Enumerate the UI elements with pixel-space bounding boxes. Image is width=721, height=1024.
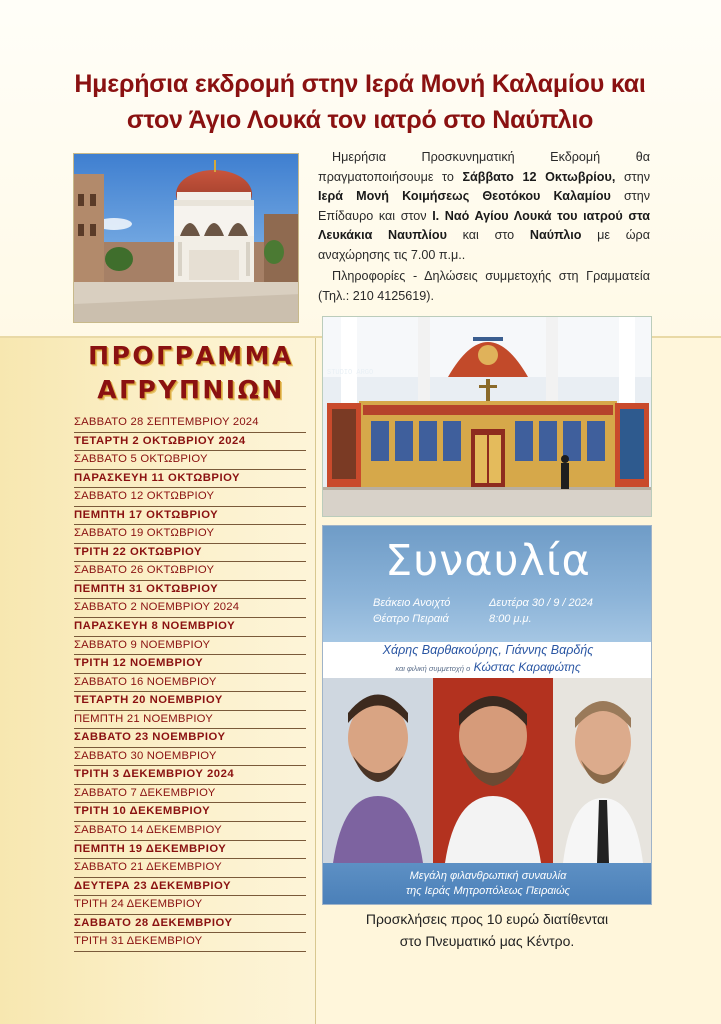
venue-line-2: Θέατρο Πειραιά [373,613,449,625]
schedule-item: ΣΑΒΒΑΤΟ 14 ΔΕΚΕΜΒΡΙΟΥ [74,822,306,841]
poster-date: Δευτέρα 30 / 9 / 2024 [489,597,594,609]
schedule-item: ΣΑΒΒΑΤΟ 19 ΟΚΤΩΒΡΙΟΥ [74,525,306,544]
invite-line-2: στο Πνευματικό μας Κέντρο. [399,933,575,949]
trip-text-2: στην [615,169,650,184]
schedule-item: ΤΡΙΤΗ 24 ΔΕΚΕΜΒΡΙΟΥ [74,896,306,915]
schedule-item: ΣΑΒΒΑΤΟ 5 ΟΚΤΩΒΡΙΟΥ [74,451,306,470]
trip-text-5: με ώρα αναχώρησης τις 7.00 π.μ.. [318,228,650,262]
trip-text-3: στην Επίδαυρο και στον [318,189,650,223]
trip-paragraph [318,148,650,265]
poster-footer [323,863,652,905]
schedule-item: ΣΑΒΒΑΤΟ 2 ΝΟΕΜΒΡΙΟΥ 2024 [74,599,306,618]
poster-venue [373,595,450,627]
schedule-item: ΣΑΒΒΑΤΟ 9 ΝΟΕΜΒΡΙΟΥ [74,637,306,656]
poster-artists: Χάρης Βαρθακούρης, Γιάννης Βαρδής [382,643,594,657]
venue-line-1: Βεάκειο Ανοιχτό [373,597,451,609]
church-interior-photo [322,316,652,517]
monastery-photo [73,153,299,323]
trip-date: Σάββατο 12 Οκτωβρίου, [462,169,616,184]
trip-town: Ναύπλιο [529,228,582,242]
trip-monastery: Ιερά Μονή Κοιμήσεως Θεοτόκου Καλαμίου [318,189,611,203]
schedule-item: ΠΕΜΠΤΗ 19 ΔΕΚΕΜΒΡΙΟΥ [74,841,306,860]
schedule-item: ΠΑΡΑΣΚΕΥΗ 8 ΝΟΕΜΒΡΙΟΥ [74,618,306,637]
schedule-item: ΤΕΤΑΡΤΗ 20 ΝΟΕΜΒΡΙΟΥ [74,692,306,711]
iconostasis-illustration [323,317,652,517]
footer-line-2: της Ιεράς Μητροπόλεως Πειραιώς [405,885,571,897]
schedule-item: ΠΕΜΠΤΗ 21 ΝΟΕΜΒΡΙΟΥ [74,711,306,730]
poster-title: Συναυλία [385,536,591,586]
schedule-item: ΣΑΒΒΑΤΟ 23 ΝΟΕΜΒΡΙΟΥ [74,729,306,748]
photo-watermark: STUDIO ARGO [327,369,374,377]
concert-poster [322,525,652,905]
program-title-line-1: ΠΡΟΓΡΑΜΜΑ [88,341,294,370]
vigil-schedule-list [74,414,306,952]
trip-text-4: και στο [446,228,530,242]
invite-line-1: Προσκλήσεις προς 10 ευρώ διατίθενται [365,911,609,927]
schedule-item: ΠΑΡΑΣΚΕΥΗ 11 ΟΚΤΩΒΡΙΟΥ [74,470,306,489]
schedule-item: ΠΕΜΠΤΗ 31 ΟΚΤΩΒΡΙΟΥ [74,581,306,600]
schedule-item: ΤΡΙΤΗ 31 ΔΕΚΕΜΒΡΙΟΥ [74,933,306,952]
page-title [60,66,660,138]
schedule-item: ΤΕΤΑΡΤΗ 2 ΟΚΤΩΒΡΙΟΥ 2024 [74,433,306,452]
footer-line-1: Μεγάλη φιλανθρωπική συναυλία [409,870,567,882]
schedule-item: ΤΡΙΤΗ 10 ΔΕΚΕΜΒΡΙΟΥ [74,803,306,822]
schedule-item: ΣΑΒΒΑΤΟ 21 ΔΕΚΕΜΒΡΙΟΥ [74,859,306,878]
poster-time: 8:00 μ.μ. [489,613,532,625]
program-title [74,341,308,409]
schedule-item: ΣΑΒΒΑΤΟ 26 ΟΚΤΩΒΡΙΟΥ [74,562,306,581]
schedule-item: ΣΑΒΒΑΤΟ 30 ΝΟΕΜΒΡΙΟΥ [74,748,306,767]
program-title-line-2: ΑΓΡΥΠΝΙΩΝ [97,375,285,404]
guest-prefix: και φιλική συμμετοχή ο [395,664,471,673]
invitation-note [322,908,652,952]
poster-guest [323,660,652,674]
artists-photos [323,678,652,863]
guest-name: Κώστας Καραφώτης [473,660,581,674]
schedule-item: ΣΑΒΒΑΤΟ 28 ΔΕΚΕΜΒΡΙΟΥ [74,915,306,934]
schedule-item: ΠΕΜΠΤΗ 17 ΟΚΤΩΒΡΙΟΥ [74,507,306,526]
trip-church: Ι. Ναό Αγίου Λουκά του ιατρού στα Λευκάκια Ναυπλίου [318,208,650,242]
trip-info: Πληροφορίες - Δηλώσεις συμμετοχής στη Γραμματεία (Τηλ.: 210 4125619). [318,269,650,303]
schedule-item: ΤΡΙΤΗ 22 ΟΚΤΩΒΡΙΟΥ [74,544,306,563]
title-line-1: Ημερήσια εκδρομή στην Ιερά Μονή Καλαμίου και [74,70,646,98]
trip-description [318,148,650,306]
schedule-item: ΣΑΒΒΑΤΟ 16 ΝΟΕΜΒΡΙΟΥ [74,674,306,693]
title-line-2: στον Άγιο Λουκά τον ιατρό στο Ναύπλιο [126,106,594,134]
schedule-item: ΔΕΥΤΕΡΑ 23 ΔΕΚΕΜΒΡΙΟΥ [74,878,306,897]
schedule-item: ΤΡΙΤΗ 3 ΔΕΚΕΜΒΡΙΟΥ 2024 [74,766,306,785]
poster-datetime [489,595,593,627]
trip-text-1: Ημερήσια Προσκυνηματική Εκδρομή θα πραγματοποιήσουμε το [318,150,650,184]
schedule-item: ΣΑΒΒΑΤΟ 12 ΟΚΤΩΒΡΙΟΥ [74,488,306,507]
schedule-item: ΤΡΙΤΗ 12 ΝΟΕΜΒΡΙΟΥ [74,655,306,674]
monastery-illustration [74,154,299,323]
schedule-item: ΣΑΒΒΑΤΟ 7 ΔΕΚΕΜΒΡΙΟΥ [74,785,306,804]
schedule-item: ΣΑΒΒΑΤΟ 28 ΣΕΠΤΕΜΒΡΙΟΥ 2024 [74,414,306,433]
